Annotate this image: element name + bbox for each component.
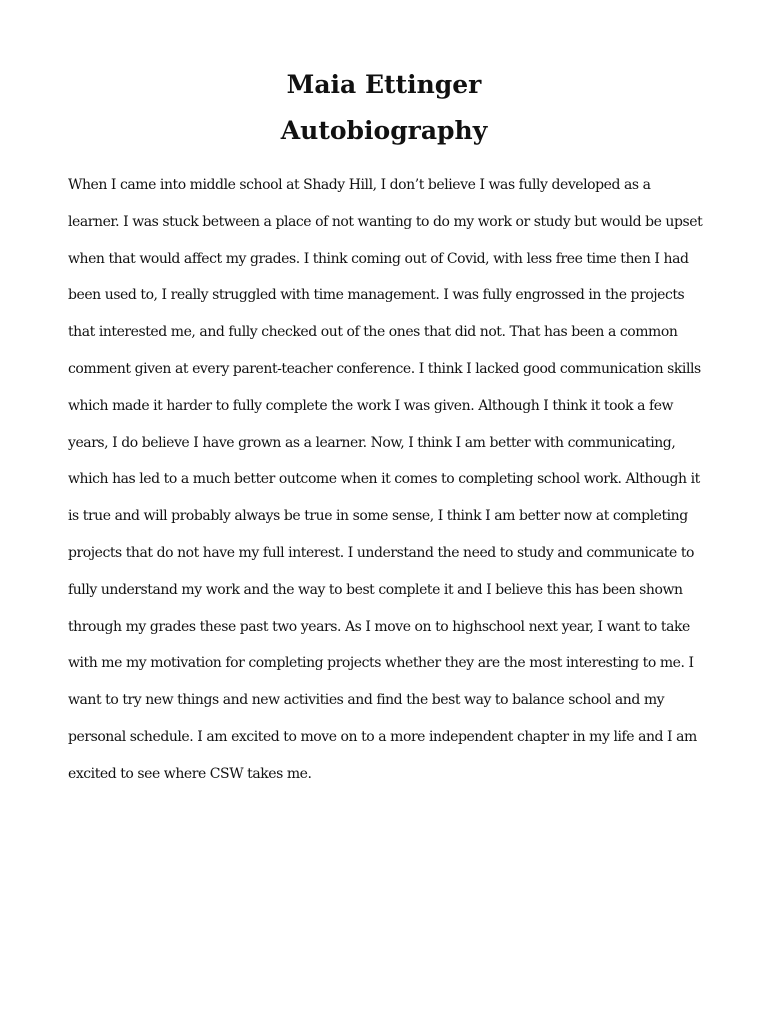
text-line: want to try new things and new activities and find the best way to balance school and my [68,692,665,709]
author-name: Maia Ettinger [286,70,482,99]
body-paragraph [68,167,708,793]
text-line: projects that do not have my full interest. I understand the need to study and communicate to [68,544,695,561]
text-line: comment given at every parent-teacher conference. I think I lacked good communication skills [68,360,701,377]
text-line: When I came into middle school at Shady Hill, I don’t believe I was fully developed as a [68,177,651,193]
text-line: with me my motivation for completing projects whether they are the most interesting to me. I [68,655,694,672]
text-line: years, I do believe I have grown as a learner. Now, I think I am better with communicating, [68,434,676,451]
text-line: personal schedule. I am excited to move on to a more independent chapter in my life and I am [68,728,697,745]
text-line: is true and will probably always be true in some sense, I think I am better now at completing [68,508,688,525]
text-line: that interested me, and fully checked out of the ones that did not. That has been a common [68,324,678,341]
text-line: excited to see where CSW takes me. [68,765,312,782]
text-line: when that would affect my grades. I think coming out of Covid, with less free time then I had [68,250,689,267]
text-line: fully understand my work and the way to best complete it and I believe this has been shown [68,581,683,598]
text-line: through my grades these past two years. As I move on to highschool next year, I want to take [68,618,690,635]
text-line: learner. I was stuck between a place of not wanting to do my work or study but would be upset [68,213,703,230]
text-line: which has led to a much better outcome when it comes to completing school work. Although it [68,471,700,488]
text-line: which made it harder to fully complete the work I was given. Although I think it took a few [68,397,674,414]
document-title: Autobiography [280,116,488,145]
text-line: been used to, I really struggled with time management. I was fully engrossed in the projects [68,287,685,304]
